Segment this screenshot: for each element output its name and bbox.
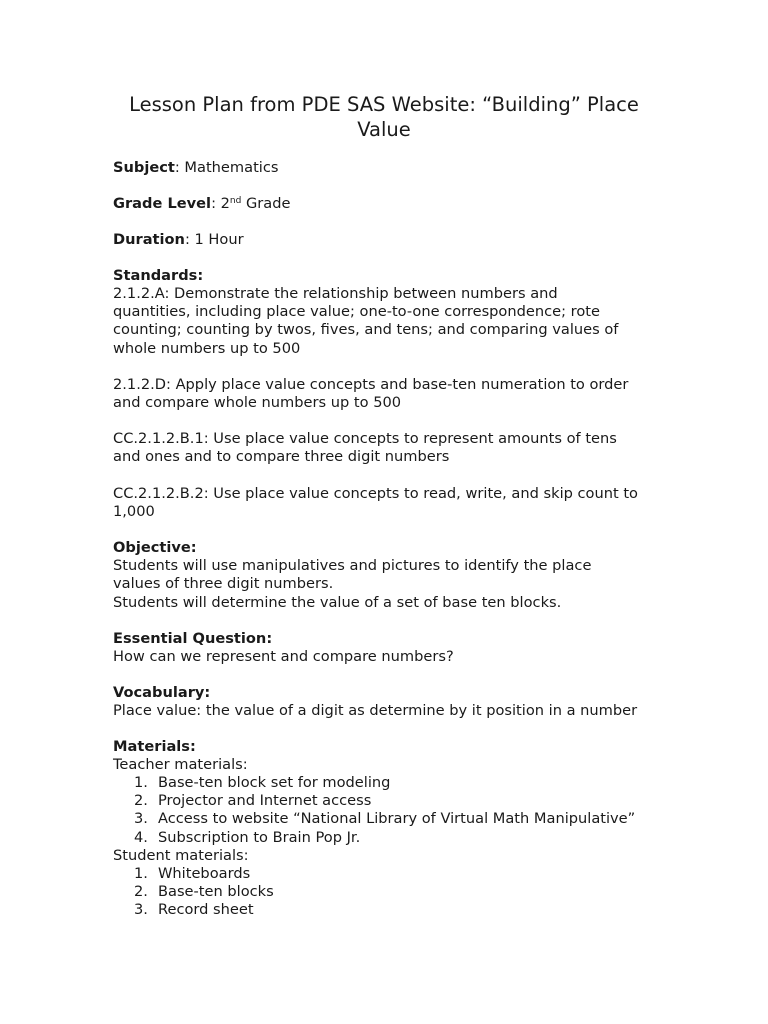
list-item [113, 774, 673, 792]
grade-word: Grade [241, 195, 291, 212]
list-item [113, 865, 673, 883]
list-item-text: Access to website “National Library of Virtual Math Manipulative” [158, 810, 636, 828]
standard-text: 2.1.2.D: Apply place value concepts and base-ten numeration to order and compare whole numbers up to 500 [113, 376, 629, 412]
standard-2-1-2-a [113, 285, 673, 358]
materials-heading-text: Materials: [113, 738, 196, 755]
list-item [113, 901, 673, 919]
standard-text: 2.1.2.A: Demonstrate the relationship between numbers and quantities, including place value; one-to-one correspondence; rote counting; counting by twos, fives, and tens; and comparing values of whole numbers up to 500 [113, 285, 619, 357]
list-item-text: Record sheet [158, 901, 254, 919]
subject-value: : Mathematics [174, 159, 279, 176]
list-item-text: Subscription to Brain Pop Jr. [158, 828, 361, 846]
essential-question-heading-text: Essential Question: [113, 630, 273, 647]
vocabulary-heading-text: Vocabulary: [113, 684, 211, 701]
grade-line [113, 195, 673, 213]
grade-label: Grade Level [113, 195, 212, 212]
objective-heading-text: Objective: [113, 539, 197, 556]
list-number: 3. [134, 810, 148, 828]
list-item-text: Whiteboards [158, 865, 251, 882]
list-item [113, 883, 673, 901]
list-item-text: Base-ten block set for modeling [158, 774, 391, 791]
grade-suffix: nd [229, 196, 242, 206]
list-item [113, 829, 673, 847]
standard-text: CC.2.1.2.B.2: Use place value concepts to read, write, and skip count to 1,000 [113, 485, 638, 521]
list-item-text: Projector and Internet access [158, 792, 372, 810]
standard-2-1-2-d [113, 376, 673, 412]
duration-label: Duration [113, 231, 185, 248]
standards-heading [113, 267, 673, 285]
essential-question-heading [113, 630, 673, 648]
standard-cc-b2 [113, 485, 673, 521]
student-materials-label: Student materials: [113, 847, 249, 864]
objective-line-2: Students will determine the value of a set of base ten blocks. [113, 594, 562, 611]
list-item-text: Base-ten blocks [158, 883, 274, 901]
standards-heading-text: Standards: [113, 267, 204, 284]
page-title: Lesson Plan from PDE SAS Website: “Building” Place Value [129, 93, 639, 141]
list-number: 4. [134, 828, 148, 846]
objective-text-1: Students will use manipulatives and pictures to identify the place values of three digit numbers. [113, 557, 592, 593]
vocabulary-heading [113, 684, 673, 702]
duration-line [113, 231, 673, 249]
list-number: 1. [134, 774, 148, 791]
list-number: 2. [134, 883, 148, 901]
subject-label: Subject [113, 159, 175, 176]
list-number: 1. [134, 865, 148, 882]
vocabulary-text: Place value: the value of a digit as determine by it position in a number [113, 702, 638, 719]
standard-text: CC.2.1.2.B.1: Use place value concepts to represent amounts of tens and ones and to compare three digit numbers [113, 430, 617, 466]
duration-value: : 1 Hour [184, 231, 244, 248]
essential-question-text: How can we represent and compare numbers? [113, 648, 454, 665]
standard-cc-b1 [113, 430, 673, 466]
teacher-materials-list [113, 774, 673, 847]
subject-line [113, 159, 673, 177]
list-number: 3. [134, 901, 148, 919]
list-item [113, 810, 673, 828]
materials-heading [113, 738, 673, 756]
list-item [113, 792, 673, 810]
objective-heading [113, 539, 673, 557]
student-materials-list [113, 865, 673, 920]
objective-line-1 [113, 557, 673, 593]
list-number: 2. [134, 792, 148, 810]
grade-value: : 2 [211, 195, 230, 212]
teacher-materials-label: Teacher materials: [113, 756, 248, 773]
